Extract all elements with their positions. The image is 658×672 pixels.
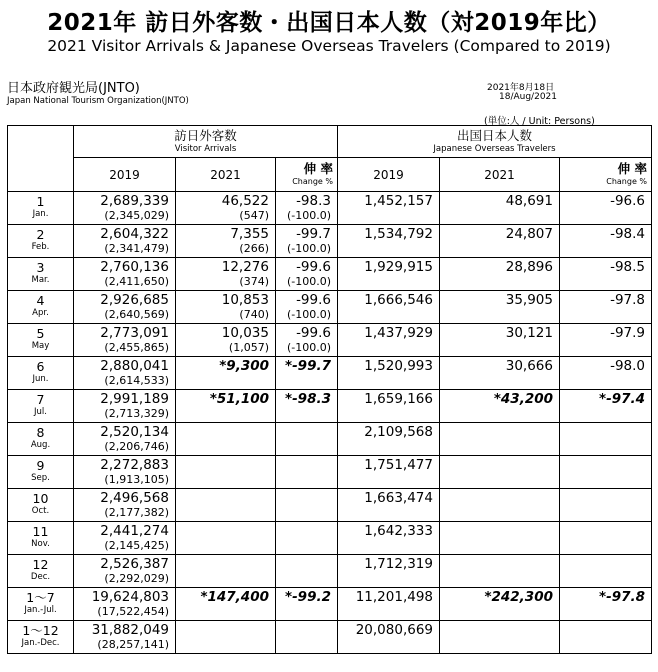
visitor-2021-cell — [176, 423, 276, 456]
visitor-change-value: *-99.7 — [285, 358, 331, 374]
month-number: 6 — [36, 359, 45, 374]
outbound-2019-value: 1,437,929 — [364, 325, 433, 341]
month-name: Apr. — [32, 308, 49, 318]
visitor-2021-cell — [176, 324, 276, 357]
outbound-2021-cell — [440, 390, 560, 423]
visitor-2021-value: 46,522 — [221, 193, 269, 209]
outbound-change-cell — [560, 489, 652, 522]
visitor-2021-cell — [176, 291, 276, 324]
outbound-change-cell — [560, 456, 652, 489]
header-change-en: Change % — [606, 177, 648, 186]
visitor-change-cell — [276, 258, 338, 291]
visitor-change-sub-value: (-100.0) — [286, 308, 331, 321]
header-outbound-travelers — [338, 126, 652, 158]
outbound-2019-cell — [338, 522, 440, 555]
header-visitor-en: Visitor Arrivals — [174, 144, 237, 154]
visitor-2019-cell — [74, 621, 176, 654]
month-cell — [8, 225, 74, 258]
outbound-change-value: -98.5 — [610, 259, 646, 275]
outbound-change-cell — [560, 588, 652, 621]
page-subtitle: 2021 Visitor Arrivals & Japanese Overseas Travelers (Compared to 2019) — [47, 37, 611, 55]
outbound-2021-value: 28,896 — [505, 259, 553, 275]
table-row — [8, 225, 652, 258]
outbound-2019-value: 1,659,166 — [364, 391, 433, 407]
outbound-change-cell — [560, 324, 652, 357]
header-change-en: Change % — [292, 177, 333, 186]
visitor-change-cell — [276, 456, 338, 489]
outbound-2021-cell — [440, 555, 560, 588]
outbound-2019-value: 1,642,333 — [364, 523, 433, 539]
month-number: 12 — [32, 557, 49, 572]
table-row — [8, 258, 652, 291]
outbound-change-cell — [560, 291, 652, 324]
outbound-2021-value: 24,807 — [505, 226, 553, 242]
outbound-2021-cell — [440, 324, 560, 357]
month-name: Sep. — [31, 473, 50, 483]
month-cell — [8, 423, 74, 456]
visitor-2019-sub-value: (2,640,569) — [104, 308, 169, 321]
outbound-2021-value: 30,666 — [505, 358, 553, 374]
visitor-change-value: -98.3 — [296, 193, 331, 209]
outbound-2019-cell — [338, 357, 440, 390]
visitor-2019-value: 2,926,685 — [100, 292, 169, 308]
visitor-change-value: *-99.2 — [285, 589, 331, 605]
header-change-jp: 伸 率 — [617, 161, 648, 176]
outbound-2021-value: 30,121 — [505, 325, 553, 341]
visitor-change-cell — [276, 423, 338, 456]
header-month-cell — [8, 126, 74, 192]
outbound-2019-value: 1,712,319 — [364, 556, 433, 572]
table-row — [8, 588, 652, 621]
month-name: Aug. — [30, 440, 51, 450]
month-cell — [8, 258, 74, 291]
outbound-change-value: -97.8 — [610, 292, 646, 308]
outbound-change-cell — [560, 621, 652, 654]
visitor-2021-cell — [176, 390, 276, 423]
outbound-2021-value: *242,300 — [484, 589, 553, 605]
visitor-2021-cell — [176, 357, 276, 390]
visitor-change-sub-value: (-100.0) — [286, 242, 331, 255]
visitor-2019-value: 2,520,134 — [100, 424, 169, 440]
visitor-2019-cell — [74, 522, 176, 555]
outbound-2019-value: 2,109,568 — [364, 424, 433, 440]
visitor-2021-cell — [176, 588, 276, 621]
visitor-2021-value: 10,035 — [221, 325, 269, 341]
outbound-2019-cell — [338, 390, 440, 423]
outbound-change-value: *-97.4 — [599, 391, 646, 407]
visitor-2021-cell — [176, 489, 276, 522]
header-outbound-2021: 2021 — [440, 158, 560, 192]
visitor-2019-cell — [74, 390, 176, 423]
outbound-2019-value: 1,663,474 — [364, 490, 433, 506]
publish-date-jp: 2021年8月18日 — [487, 83, 555, 93]
month-number: 10 — [32, 491, 49, 506]
month-cell — [8, 357, 74, 390]
header-visitor-2019: 2019 — [74, 158, 176, 192]
visitor-2019-cell — [74, 192, 176, 225]
outbound-2019-cell — [338, 489, 440, 522]
outbound-change-value: -97.9 — [610, 325, 646, 341]
visitor-2019-cell — [74, 225, 176, 258]
header-outbound-2019: 2019 — [338, 158, 440, 192]
visitor-2019-value: 2,689,339 — [100, 193, 169, 209]
visitor-change-value: -99.6 — [296, 259, 331, 275]
visitor-2021-value: 10,853 — [221, 292, 269, 308]
outbound-change-cell — [560, 225, 652, 258]
outbound-2021-value: *43,200 — [493, 391, 553, 407]
outbound-2019-value: 1,452,157 — [364, 193, 433, 209]
visitor-2021-cell — [176, 225, 276, 258]
outbound-2021-cell — [440, 522, 560, 555]
visitor-2019-cell — [74, 555, 176, 588]
organization-name-en: Japan National Tourism Organization(JNTO) — [7, 96, 189, 106]
month-number: 1 — [36, 194, 45, 209]
visitor-change-cell — [276, 192, 338, 225]
outbound-change-value: -98.4 — [610, 226, 646, 242]
outbound-2019-value: 11,201,498 — [355, 589, 433, 605]
outbound-2021-cell — [440, 192, 560, 225]
outbound-2021-cell — [440, 588, 560, 621]
header-row-columns — [8, 158, 652, 192]
header-visitor-2021: 2021 — [176, 158, 276, 192]
header-visitor-arrivals — [74, 126, 338, 158]
month-cell — [8, 621, 74, 654]
visitor-change-sub-value: (-100.0) — [286, 275, 331, 288]
publish-date-en: 18/Aug/2021 — [499, 92, 557, 102]
visitor-2021-value: 12,276 — [221, 259, 269, 275]
visitor-2021-cell — [176, 258, 276, 291]
visitor-2019-sub-value: (2,292,029) — [104, 572, 169, 585]
outbound-2019-value: 1,666,546 — [364, 292, 433, 308]
visitor-2019-sub-value: (2,411,650) — [104, 275, 169, 288]
visitor-2019-cell — [74, 489, 176, 522]
visitor-2019-value: 19,624,803 — [91, 589, 169, 605]
outbound-change-cell — [560, 522, 652, 555]
month-name: Dec. — [30, 572, 51, 582]
visitor-2019-sub-value: (2,455,865) — [104, 341, 169, 354]
visitor-change-value: -99.6 — [296, 292, 331, 308]
organization-name-jp: 日本政府観光局(JNTO) — [7, 81, 140, 96]
month-name: Jul. — [34, 407, 47, 417]
visitor-2021-sub-value: (547) — [239, 209, 269, 222]
month-name: May — [31, 341, 50, 351]
outbound-change-value: -96.6 — [610, 193, 646, 209]
visitor-2019-value: 2,991,189 — [100, 391, 169, 407]
month-name: Jun. — [32, 374, 49, 384]
visitor-change-cell — [276, 324, 338, 357]
visitor-2019-cell — [74, 324, 176, 357]
month-cell — [8, 390, 74, 423]
table-row — [8, 489, 652, 522]
visitor-change-cell — [276, 357, 338, 390]
outbound-change-value: -98.0 — [610, 358, 646, 374]
month-name: Jan.-Jul. — [24, 605, 57, 615]
outbound-2019-cell — [338, 555, 440, 588]
month-name: Oct. — [31, 506, 50, 516]
outbound-2021-cell — [440, 258, 560, 291]
outbound-change-cell — [560, 258, 652, 291]
visitor-2019-value: 2,526,387 — [100, 556, 169, 572]
visitor-2019-cell — [74, 423, 176, 456]
outbound-2019-cell — [338, 588, 440, 621]
visitor-2019-cell — [74, 456, 176, 489]
outbound-2019-cell — [338, 258, 440, 291]
table-row — [8, 423, 652, 456]
visitor-change-cell — [276, 522, 338, 555]
month-cell — [8, 456, 74, 489]
month-cell — [8, 555, 74, 588]
table-row — [8, 390, 652, 423]
outbound-change-cell — [560, 555, 652, 588]
header-change-jp: 伸 率 — [303, 161, 333, 176]
visitor-2021-value: *9,300 — [219, 358, 269, 374]
header-outbound-en: Japanese Overseas Travelers — [433, 144, 556, 154]
visitor-change-cell — [276, 621, 338, 654]
outbound-2021-cell — [440, 225, 560, 258]
table-row — [8, 555, 652, 588]
month-number: 11 — [32, 524, 49, 539]
month-number: 8 — [36, 425, 45, 440]
visitor-2021-sub-value: (374) — [239, 275, 269, 288]
outbound-2021-cell — [440, 621, 560, 654]
header-row-groups — [8, 126, 652, 158]
visitor-2021-value: *147,400 — [200, 589, 269, 605]
month-number: 7 — [36, 392, 45, 407]
header-outbound-change — [560, 158, 652, 192]
outbound-2019-value: 1,520,993 — [364, 358, 433, 374]
visitor-2019-sub-value: (28,257,141) — [97, 638, 169, 651]
month-cell — [8, 192, 74, 225]
page-title: 2021年 訪日外客数・出国日本人数（対2019年比） — [47, 10, 611, 36]
outbound-2019-cell — [338, 324, 440, 357]
month-cell — [8, 291, 74, 324]
outbound-2019-value: 1,929,915 — [364, 259, 433, 275]
table-row — [8, 291, 652, 324]
visitor-change-value: *-98.3 — [285, 391, 331, 407]
visitor-2019-sub-value: (2,713,329) — [104, 407, 169, 420]
outbound-2019-cell — [338, 456, 440, 489]
visitor-2021-cell — [176, 456, 276, 489]
visitor-2021-cell — [176, 192, 276, 225]
month-number: 3 — [36, 260, 45, 275]
visitor-2019-cell — [74, 357, 176, 390]
visitor-2019-cell — [74, 291, 176, 324]
table-row — [8, 324, 652, 357]
visitor-2019-sub-value: (1,913,105) — [104, 473, 169, 486]
visitor-2019-value: 2,760,136 — [100, 259, 169, 275]
outbound-2021-cell — [440, 423, 560, 456]
visitor-2021-sub-value: (1,057) — [228, 341, 269, 354]
outbound-2021-cell — [440, 489, 560, 522]
outbound-2021-cell — [440, 357, 560, 390]
visitor-2019-sub-value: (2,345,029) — [104, 209, 169, 222]
visitor-2019-value: 2,773,091 — [100, 325, 169, 341]
outbound-2021-cell — [440, 291, 560, 324]
visitor-change-value: -99.6 — [296, 325, 331, 341]
month-number: 1～12 — [22, 623, 59, 638]
visitor-change-cell — [276, 588, 338, 621]
outbound-2019-cell — [338, 192, 440, 225]
outbound-change-cell — [560, 390, 652, 423]
outbound-change-cell — [560, 357, 652, 390]
visitor-2021-sub-value: (266) — [239, 242, 269, 255]
visitor-2019-value: 2,272,883 — [100, 457, 169, 473]
outbound-2019-value: 1,751,477 — [364, 457, 433, 473]
table-row — [8, 456, 652, 489]
visitor-2019-value: 2,604,322 — [100, 226, 169, 242]
visitor-2019-value: 2,441,274 — [100, 523, 169, 539]
month-name: Feb. — [31, 242, 50, 252]
month-number: 1～7 — [26, 590, 55, 605]
outbound-2019-cell — [338, 621, 440, 654]
header-outbound-jp: 出国日本人数 — [457, 128, 533, 143]
outbound-2019-value: 20,080,669 — [355, 622, 433, 638]
outbound-change-cell — [560, 192, 652, 225]
statistics-table — [7, 125, 652, 654]
visitor-change-sub-value: (-100.0) — [286, 209, 331, 222]
month-cell — [8, 489, 74, 522]
visitor-2019-sub-value: (2,145,425) — [104, 539, 169, 552]
visitor-2021-sub-value: (740) — [239, 308, 269, 321]
outbound-change-cell — [560, 423, 652, 456]
visitor-2021-value: *51,100 — [209, 391, 269, 407]
visitor-2021-value: 7,355 — [230, 226, 269, 242]
month-name: Nov. — [31, 539, 50, 549]
visitor-2021-cell — [176, 621, 276, 654]
outbound-2019-cell — [338, 225, 440, 258]
visitor-change-cell — [276, 390, 338, 423]
outbound-2021-cell — [440, 456, 560, 489]
visitor-2019-value: 2,880,041 — [100, 358, 169, 374]
outbound-2019-cell — [338, 291, 440, 324]
visitor-2019-sub-value: (2,341,479) — [104, 242, 169, 255]
visitor-change-cell — [276, 555, 338, 588]
month-cell — [8, 522, 74, 555]
visitor-2019-cell — [74, 258, 176, 291]
month-number: 9 — [36, 458, 45, 473]
header-visitor-change — [276, 158, 338, 192]
outbound-2021-value: 35,905 — [505, 292, 553, 308]
month-name: Jan. — [32, 209, 49, 219]
table-row — [8, 192, 652, 225]
outbound-change-value: *-97.8 — [599, 589, 646, 605]
visitor-2019-value: 2,496,568 — [100, 490, 169, 506]
visitor-change-cell — [276, 291, 338, 324]
visitor-2021-cell — [176, 522, 276, 555]
outbound-2019-value: 1,534,792 — [364, 226, 433, 242]
month-number: 5 — [36, 326, 45, 341]
outbound-2021-value: 48,691 — [505, 193, 553, 209]
visitor-2019-sub-value: (2,614,533) — [104, 374, 169, 387]
month-cell — [8, 588, 74, 621]
header-visitor-jp: 訪日外客数 — [174, 128, 237, 143]
month-name: Jan.-Dec. — [21, 638, 60, 648]
month-name: Mar. — [31, 275, 50, 285]
month-cell — [8, 324, 74, 357]
outbound-2019-cell — [338, 423, 440, 456]
visitor-2019-sub-value: (2,177,382) — [104, 506, 169, 519]
visitor-2019-sub-value: (17,522,454) — [97, 605, 169, 618]
visitor-2021-cell — [176, 555, 276, 588]
visitor-2019-value: 31,882,049 — [91, 622, 169, 638]
visitor-change-sub-value: (-100.0) — [286, 341, 331, 354]
visitor-2019-sub-value: (2,206,746) — [104, 440, 169, 453]
month-number: 2 — [36, 227, 45, 242]
table-row — [8, 621, 652, 654]
visitor-change-cell — [276, 489, 338, 522]
visitor-change-cell — [276, 225, 338, 258]
table-row — [8, 522, 652, 555]
table-row — [8, 357, 652, 390]
visitor-change-value: -99.7 — [296, 226, 331, 242]
visitor-2019-cell — [74, 588, 176, 621]
month-number: 4 — [36, 293, 45, 308]
unit-note: (単位:人 / Unit: Persons) — [484, 116, 595, 127]
